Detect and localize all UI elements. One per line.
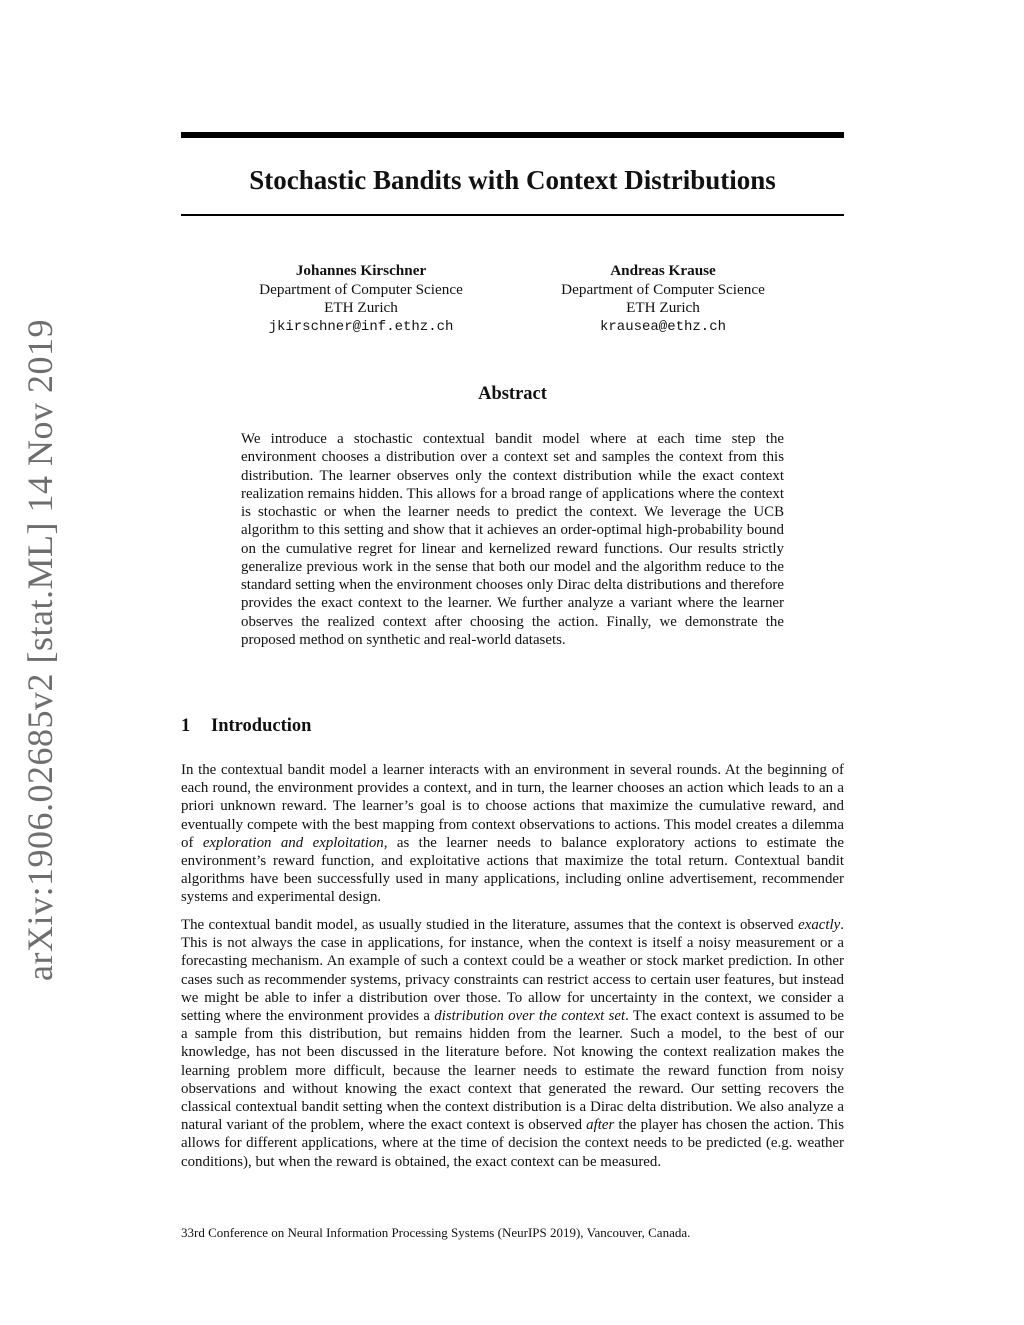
paragraph-text: the player has chosen the action. This allows for different applications, where at the time of decision the context needs to be predicted (e.g. weather conditions), but when the reward is obtained, the exact context can be measured. <box>181 1117 844 1170</box>
title-top-rule <box>181 132 844 138</box>
emphasized-text: distribution over the context set <box>434 1008 626 1025</box>
paragraph-text: . This is not always the case in applications, for instance, when the context is itself a noisy measurement or a forecasting mechanism. An example of such a context could be a weather or stock market prediction. In other cases such as recommender systems, privacy constraints can restrict access to certain user features, but instead we might be able to infer a distribution over those. To allow for uncertainty in the context, we consider a setting where the environment provides a <box>181 917 844 1025</box>
author-email: krausea@ethz.ch <box>599 318 727 335</box>
abstract-text: We introduce a stochastic contextual bandit model where at each time step the environment chooses a distribution over a context set and samples the context from this distribution. The learner observes only the context distribution while the exact context realization remains hidden. This allows for a broad range of applications where the context is stochastic or when the learner needs to predict the context. We leverage the UCB algorithm to this setting and show that it achieves an order-optimal high-probability bound on the cumulative regret for linear and kernelized reward functions. Our results strictly generalize previous work in the sense that both our model and the algorithm reduce to the standard setting when the environment chooses only Dirac delta distributions and therefore provides the exact context to the learner. We further analyze a variant where the learner observes the realized context after choosing the action. Finally, we demonstrate the proposed method on synthetic and real-world datasets. <box>241 431 784 648</box>
title-bottom-rule <box>181 214 844 216</box>
author-block-2 <box>513 262 813 336</box>
paragraph-text: The contextual bandit model, as usually studied in the literature, assumes that the context is observed <box>181 917 799 933</box>
emphasized-text: exploration and exploitation <box>202 834 384 851</box>
paragraph-text: In the contextual bandit model a learner interacts with an environment in several rounds. At the beginning of each round, the environment provides a context, and in turn, the learner chooses an action which leads to an a priori unknown reward. The learner’s goal is to choose actions that maximize the cumulative reward, and eventually compete with the best mapping from context observations to actions. This model creates a dilemma of <box>181 762 844 851</box>
introduction-paragraph-1 <box>181 761 844 907</box>
author-name: Johannes Kirschner <box>295 262 427 279</box>
author-department: Department of Computer Science <box>259 280 463 298</box>
paragraph-text: . The exact context is assumed to be a sample from this distribution, but remains hidden from the learner. Such a model, to the best of our knowledge, has not been discussed in the literature before. Not knowing the context realization makes the learning problem more difficult, because the learner needs to estimate the reward function from noisy observations and without knowing the exact context that generated the reward. Our setting recovers the classical contextual bandit setting when the context distribution is a Dirac delta distribution. We also analyze a natural variant of the problem, where the exact context is observed <box>181 1008 844 1134</box>
section-heading-introduction <box>181 714 311 738</box>
author-institution: ETH Zurich <box>626 299 700 316</box>
paragraph-text: , as the learner needs to balance exploratory actions to estimate the environment’s reward function, and exploitative actions that maximize the total return. Contextual bandit algorithms have been successfully used in many applications, including online advertisement, recommender systems and experimental design. <box>181 834 844 906</box>
author-name: Andreas Krause <box>610 262 716 279</box>
conference-footnote: 33rd Conference on Neural Information Processing Systems (NeurIPS 2019), Vancouver, Canada. <box>181 1225 691 1240</box>
author-institution: ETH Zurich <box>324 299 398 316</box>
section-number: 1 <box>181 716 191 736</box>
emphasized-text: exactly <box>798 917 841 933</box>
author-email: jkirschner@inf.ethz.ch <box>268 318 454 335</box>
paper-title: Stochastic Bandits with Context Distributions <box>249 165 776 195</box>
abstract-heading: Abstract <box>478 384 547 404</box>
author-block-1 <box>211 262 511 336</box>
author-department: Department of Computer Science <box>561 280 765 298</box>
arxiv-identifier-stamp: arXiv:1906.02685v2 [stat.ML] 14 Nov 2019 <box>20 319 60 981</box>
emphasized-text: after <box>586 1117 615 1134</box>
section-title: Introduction <box>211 716 312 736</box>
introduction-paragraph-2 <box>181 916 844 1171</box>
